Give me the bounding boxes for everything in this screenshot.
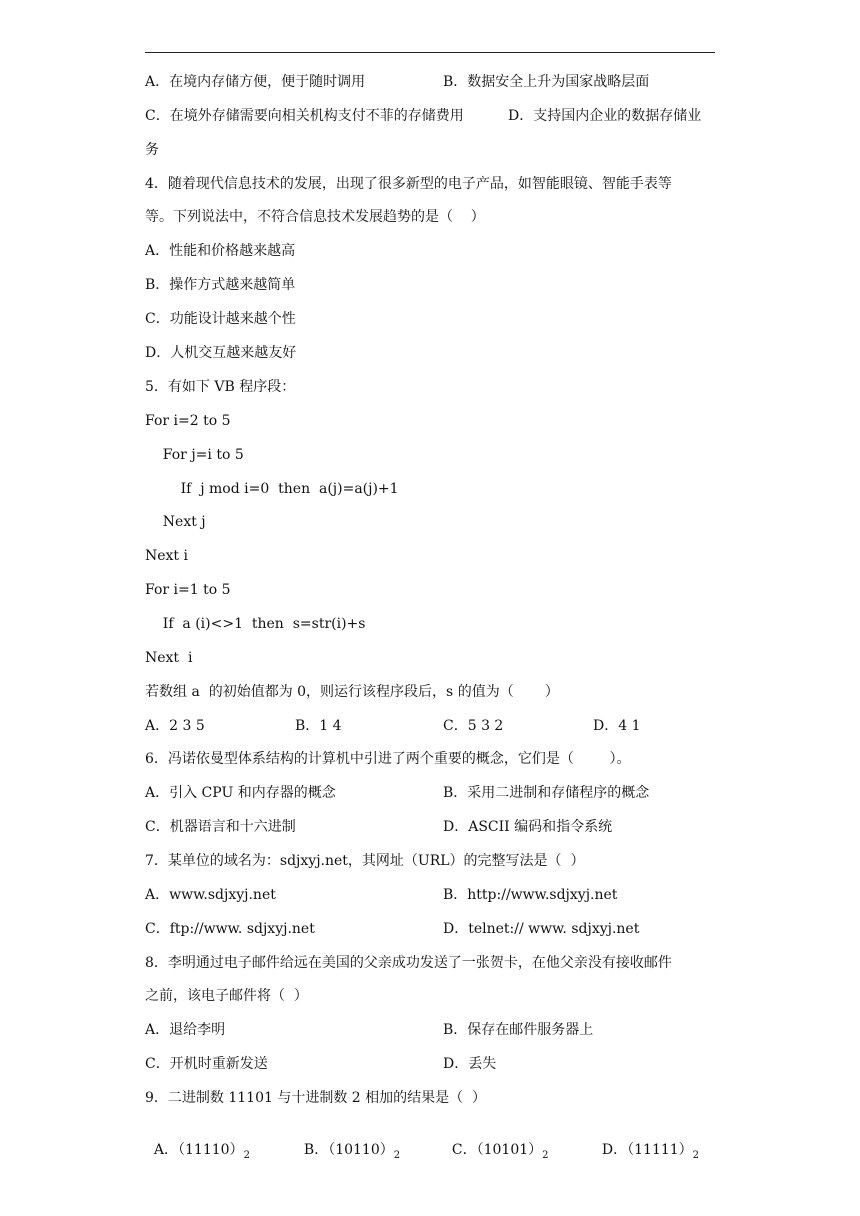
q6-option-b: B．采用二进制和存储程序的概念 — [443, 785, 650, 801]
q9-option-c-base: 2 — [542, 1150, 549, 1161]
q7-option-c: C．ftp://www. sdjxyj.net — [145, 921, 315, 937]
q3-option-a: A．在境内存储方便，便于随时调用 — [145, 74, 366, 90]
q5-option-c: C．5 3 2 — [443, 718, 504, 734]
q8-option-a: A．退给李明 — [145, 1022, 226, 1038]
q9-option-a-base: 2 — [243, 1150, 250, 1161]
q8-option-d: D．丢失 — [443, 1056, 497, 1072]
q7-option-b: B．http://www.sdjxyj.net — [443, 887, 618, 903]
code-line-5: Next i — [145, 548, 188, 564]
q6-option-a: A．引入 CPU 和内存器的概念 — [145, 785, 336, 801]
q9-option-c-label: C．（10101） — [451, 1142, 543, 1158]
q4-stem-line1: 4．随着现代信息技术的发展，出现了很多新型的电子产品，如智能眼镜、智能手表等 — [145, 176, 672, 192]
q9-option-b-base: 2 — [393, 1150, 401, 1161]
code-line-3: If j mod i=0 then a(j)=a(j)+1 — [145, 481, 399, 497]
q9-option-d-label: D．（11111） — [601, 1142, 693, 1158]
q9-option-d — [593, 1123, 699, 1161]
q3-option-d-cont: 务 — [145, 142, 159, 158]
q5-option-d: D．4 1 — [593, 718, 641, 734]
q8-option-c: C．开机时重新发送 — [145, 1056, 268, 1072]
q3-option-b: B．数据安全上升为国家战略层面 — [443, 74, 650, 90]
q6-option-d: D．ASCII 编码和指令系统 — [443, 819, 613, 835]
q6-option-c: C．机器语言和十六进制 — [145, 819, 296, 835]
q9-option-a — [145, 1123, 250, 1161]
q4-stem-line2: 等。下列说法中，不符合信息技术发展趋势的是（ ） — [145, 209, 485, 225]
q9-option-c — [443, 1123, 549, 1161]
q9-stem: 9．二进制数 11101 与十进制数 2 相加的结果是（ ） — [145, 1090, 487, 1106]
q4-option-d: D．人机交互越来越友好 — [145, 345, 297, 361]
code-line-6: For i=1 to 5 — [145, 582, 231, 598]
q8-stem-line2: 之前，该电子邮件将（ ） — [145, 988, 308, 1004]
q6-stem: 6．冯诺依曼型体系结构的计算机中引进了两个重要的概念，它们是（ ）。 — [145, 751, 631, 767]
code-line-4: Next j — [145, 514, 206, 530]
code-line-7: If a (i)<>1 then s=str(i)+s — [145, 616, 366, 632]
q9-option-b — [295, 1123, 400, 1161]
q8-stem-line1: 8．李明通过电子邮件给远在美国的父亲成功发送了一张贺卡，在他父亲没有接收邮件 — [145, 955, 672, 971]
q4-option-b: B．操作方式越来越简单 — [145, 277, 296, 293]
code-line-8: Next i — [145, 650, 193, 666]
q9-option-a-label: A．（11110） — [153, 1142, 244, 1158]
q5-option-b: B．1 4 — [295, 718, 342, 734]
q7-stem: 7．某单位的域名为：sdjxyj.net，其网址（URL）的完整写法是（ ） — [145, 853, 585, 869]
q8-option-b: B．保存在邮件服务器上 — [443, 1022, 594, 1038]
q5-option-a: A．2 3 5 — [145, 718, 205, 734]
q9-option-d-base: 2 — [692, 1150, 700, 1161]
q5-question: 若数组 a 的初始值都为 0，则运行该程序段后，s 的值为（ ） — [145, 684, 559, 700]
q7-option-d: D．telnet:// www. sdjxyj.net — [443, 921, 640, 937]
q3-option-c: C．在境外存储需要向相关机构支付不菲的存储费用 — [145, 108, 464, 124]
q4-option-c: C．功能设计越来越个性 — [145, 311, 296, 327]
q3-option-d: D．支持国内企业的数据存储业 — [508, 108, 702, 124]
q9-option-b-label: B．（10110） — [303, 1142, 394, 1158]
q7-option-a: A．www.sdjxyj.net — [145, 887, 276, 903]
code-line-1: For i=2 to 5 — [145, 413, 231, 429]
q4-option-a: A．性能和价格越来越高 — [145, 243, 296, 259]
q5-stem: 5．有如下 VB 程序段： — [145, 379, 296, 395]
header-rule — [145, 52, 715, 53]
code-line-2: For j=i to 5 — [145, 447, 244, 463]
